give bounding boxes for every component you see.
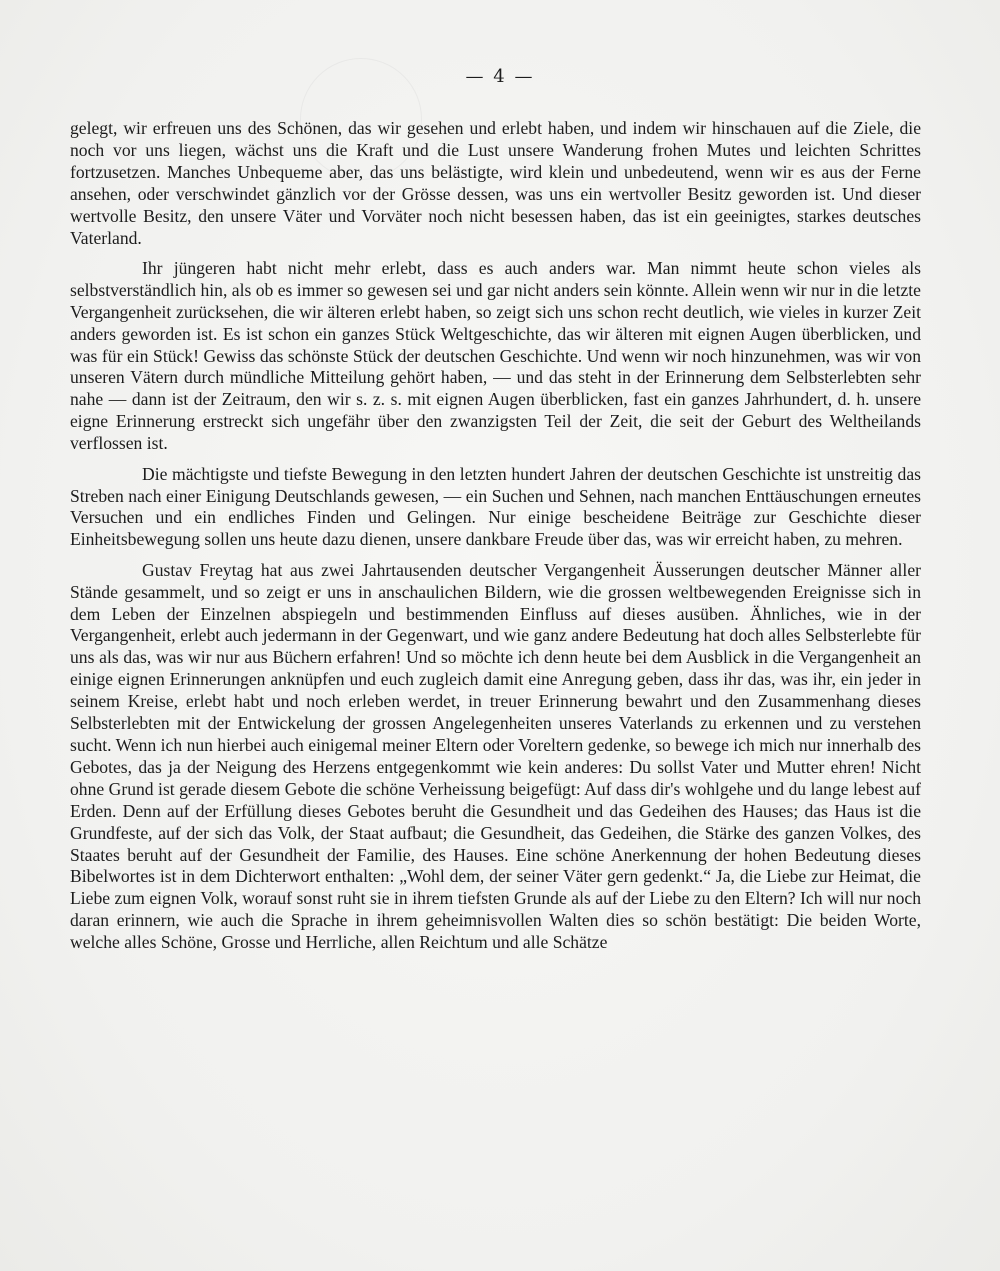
paragraph-younger-generation: Ihr jüngeren habt nicht mehr erlebt, dass es auch anders war. Man nimmt heute schon vieles als selbstverständlich hin, als ob es immer so gewesen sei und gar nicht anders sein könnte. Allein wenn wir nur in die letzte Vergangenheit zurücksehen, die wir älteren erlebt haben, so zeigt sich uns schon recht deutlich, wie vieles in kurzer Zeit anders geworden ist. Es ist schon ein ganzes Stück Weltgeschichte, das wir älteren mit eignen Augen überblicken, und was für ein Stück! Gewiss das schönste Stück der deutschen Geschichte. Und wenn wir noch hinzunehmen, was wir von unseren Vätern durch mündliche Mitteilung gehört haben, — und das steht in der Erinnerung dem Selbsterlebten sehr nahe — dann ist der Zeitraum, den wir s. z. s. mit eignen Augen überblicken, fast ein ganzes Jahrhundert, d. h. unsere eigne Erinnerung erstreckt sich ungefähr über den zwanzigsten Teil der Zeit, die seit der Geburt des Weltheilands verflossen ist. <box>70 257 921 454</box>
page-number: — 4 — <box>465 66 535 87</box>
body-text <box>70 118 921 963</box>
paragraph-gustav-freytag: Gustav Freytag hat aus zwei Jahrtausenden deutscher Vergangenheit Äusserungen deutscher Männer aller Stände gesammelt, und so zeigt er uns in anschaulichen Bildern, wie die grossen weltbewegenden Ereignisse sich in dem Leben der Einzelnen abspiegeln und bestimmenden Einfluss auf dieses ausüben. Ähnliches, wie in der Vergangenheit, erlebt auch jedermann in der Gegenwart, und wie ganz andere Bedeutung hat doch alles Selbsterlebte für uns als das, was wir nur aus Büchern erfahren! Und so möchte ich denn heute bei dem Ausblick in die Vergangenheit an einige eignen Erinnerungen anknüpfen und euch zugleich damit eine Anregung geben, dass ihr das, was ihr, ein jeder in seinem Kreise, erlebt habt und noch erleben werdet, in treuer Erinnerung bewahrt und den Zusammenhang dieses Selbsterlebten mit der Entwickelung der grossen Angelegenheiten unseres Vaterlands zu erkennen und zu verstehen sucht. Wenn ich nun hierbei auch einigemal meiner Eltern oder Voreltern gedenke, so bewege ich mich nur innerhalb des Gebotes, das ja der Neigung des Herzens entgegenkommt wie kein anderes: Du sollst Vater und Mutter ehren! Nicht ohne Grund ist gerade diesem Gebote die schöne Verheissung beigefügt: Auf dass dir's wohlgehe und du lange lebest auf Erden. Denn auf der Erfüllung dieses Gebotes beruht die Gesundheit und das Gedeihen des Hauses; das Haus ist die Grundfeste, auf der sich das Volk, der Staat aufbaut; die Gesundheit, das Gedeihen, die Stärke des ganzen Volkes, des Staates beruht auf der Gesundheit der Familie, des Hauses. Eine schöne Anerkennung der hohen Bedeutung dieses Bibelwortes ist in dem Dichterwort enthalten: „Wohl dem, der seiner Väter gern gedenkt.“ Ja, die Liebe zur Heimat, die Liebe zum eignen Volk, worauf sonst ruht sie in ihrem tiefsten Grunde als auf der Liebe zu den Eltern? Ich will nur noch daran erinnern, wie auch die Sprache in ihrem geheimnisvollen Walten dies so schön bestätigt: Die beiden Worte, welche alles Schöne, Grosse und Herrliche, allen Reichtum und alle Schätze <box>70 559 921 953</box>
paragraph-unification-movement: Die mächtigste und tiefste Bewegung in den letzten hundert Jahren der deutschen Geschichte ist unstreitig das Streben nach einer Einigung Deutschlands gewesen, — ein Suchen und Sehnen, nach manchen Enttäuschungen erneutes Versuchen und ein endliches Finden und Gelingen. Nur einige bescheidene Beiträge zur Geschichte dieser Einheitsbewegung sollen uns heute dazu dienen, unsere dankbare Freude über das, was wir erreicht haben, zu mehren. <box>70 463 921 550</box>
paragraph-continuation: gelegt, wir erfreuen uns des Schönen, das wir gesehen und erlebt haben, und indem wir hinschauen auf die Ziele, die noch vor uns liegen, wächst uns die Kraft und die Lust unsere Wanderung frohen Mutes und leichten Schrittes fortzusetzen. Manches Unbequeme aber, das uns belästigte, wird klein und unbedeutend, wenn wir es aus der Ferne ansehen, oder verschwindet gänzlich vor der Grösse dessen, was uns ein wertvoller Besitz geworden ist. Und dieser wertvolle Besitz, den unsere Väter und Vorväter noch nicht besessen haben, das ist ein geeinigtes, starkes deutsches Vaterland. <box>70 118 921 248</box>
